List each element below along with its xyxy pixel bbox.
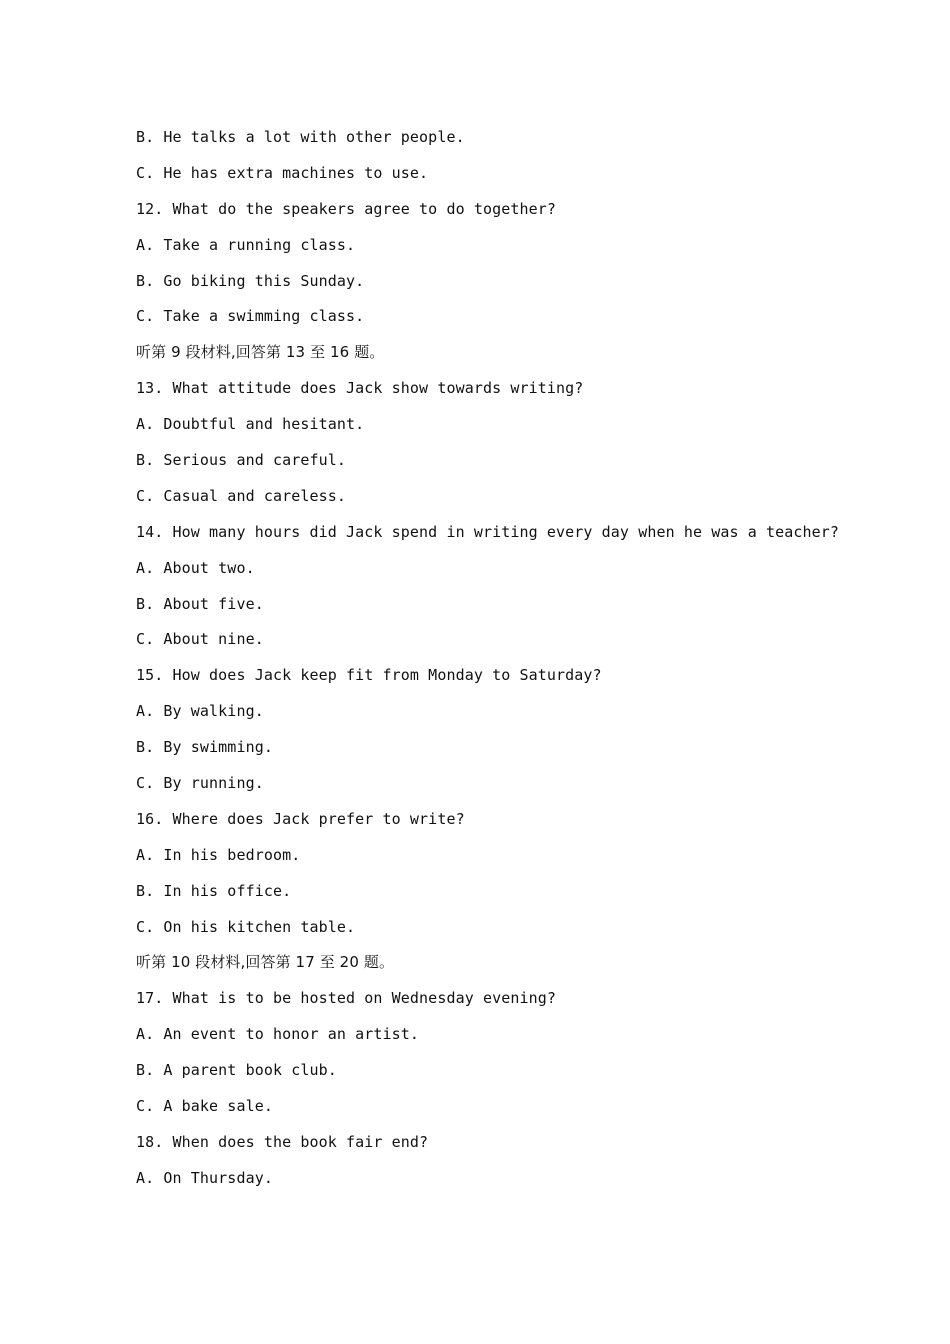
answer-option: A. In his bedroom. <box>136 845 301 864</box>
question-text: 18. When does the book fair end? <box>136 1132 429 1151</box>
answer-option: B. A parent book club. <box>136 1061 337 1080</box>
question-text: 17. What is to be hosted on Wednesday evening? <box>136 989 557 1008</box>
answer-option: A. About two. <box>136 558 255 577</box>
answer-option: C. He has extra machines to use. <box>136 163 429 182</box>
question-text: 15. How does Jack keep fit from Monday to Saturday? <box>136 666 602 685</box>
question-text: 13. What attitude does Jack show towards writing? <box>136 379 584 398</box>
answer-option: C. Casual and careless. <box>136 486 347 505</box>
answer-option: B. By swimming. <box>136 738 273 757</box>
answer-option: A. An event to honor an artist. <box>136 1025 420 1044</box>
document-page <box>136 126 840 1203</box>
answer-option: A. By walking. <box>136 702 264 721</box>
answer-option: B. He talks a lot with other people. <box>136 128 465 146</box>
answer-option: C. By running. <box>136 774 264 793</box>
question-text: 16. Where does Jack prefer to write? <box>136 809 465 828</box>
answer-option: B. Go biking this Sunday. <box>136 271 365 290</box>
section-instruction: 听第 9 段材料,回答第 13 至 16 题。 <box>136 343 385 362</box>
answer-option: A. Take a running class. <box>136 235 356 254</box>
answer-option: B. Serious and careful. <box>136 451 347 470</box>
answer-option: B. About five. <box>136 594 264 613</box>
answer-option: C. On his kitchen table. <box>136 917 356 936</box>
answer-option: C. Take a swimming class. <box>136 307 365 326</box>
question-text: 12. What do the speakers agree to do together? <box>136 199 557 218</box>
section-instruction: 听第 10 段材料,回答第 17 至 20 题。 <box>136 953 395 972</box>
answer-option: C. About nine. <box>136 630 264 649</box>
answer-option: C. A bake sale. <box>136 1097 273 1116</box>
answer-option: A. On Thursday. <box>136 1168 273 1187</box>
answer-option: B. In his office. <box>136 881 292 900</box>
question-text: 14. How many hours did Jack spend in writing every day when he was a teacher? <box>136 522 840 541</box>
answer-option: A. Doubtful and hesitant. <box>136 415 365 434</box>
